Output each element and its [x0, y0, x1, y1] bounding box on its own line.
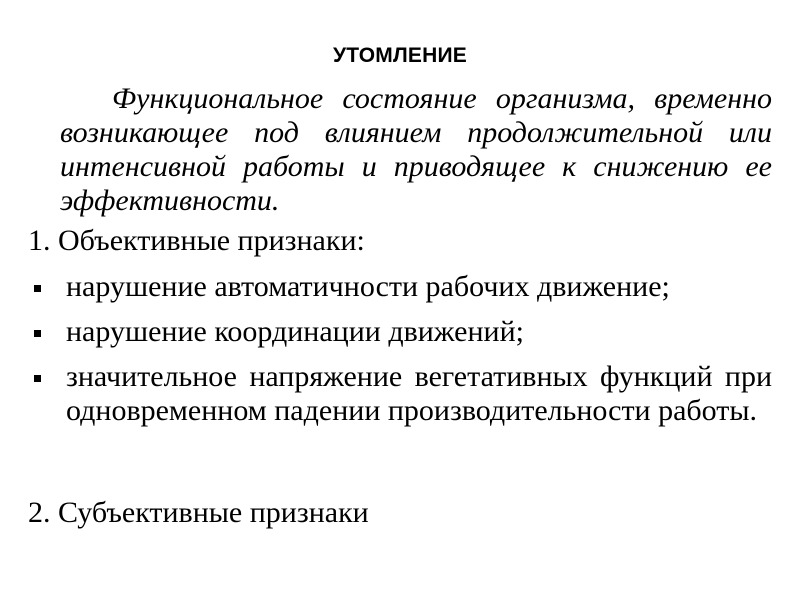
- bullet-icon: [34, 375, 41, 382]
- section-heading-objective: 1. Объективные признаки:: [28, 224, 365, 257]
- slide-title: УТОМЛЕНИЕ: [332, 44, 467, 67]
- list-item-text: нарушение координации движений;: [66, 315, 524, 348]
- list-item-text: значительное напряжение вегетативных функций при одновременном падении производительности работы.: [66, 360, 772, 427]
- list-item: [0, 270, 772, 304]
- list-item: [0, 360, 772, 428]
- bullet-icon: [34, 330, 41, 337]
- definition-text: Функциональное состояние организма, временно возникающее под влиянием продолжительной или интенсивной работы и приводящее к снижению ее эффективности.: [60, 82, 772, 217]
- bullet-icon: [34, 285, 41, 292]
- list-item-text: нарушение автоматичности рабочих движение;: [66, 270, 670, 303]
- section-heading-subjective: 2. Субъективные признаки: [28, 496, 369, 529]
- list-item: [0, 315, 772, 349]
- objective-signs-list: [0, 270, 800, 439]
